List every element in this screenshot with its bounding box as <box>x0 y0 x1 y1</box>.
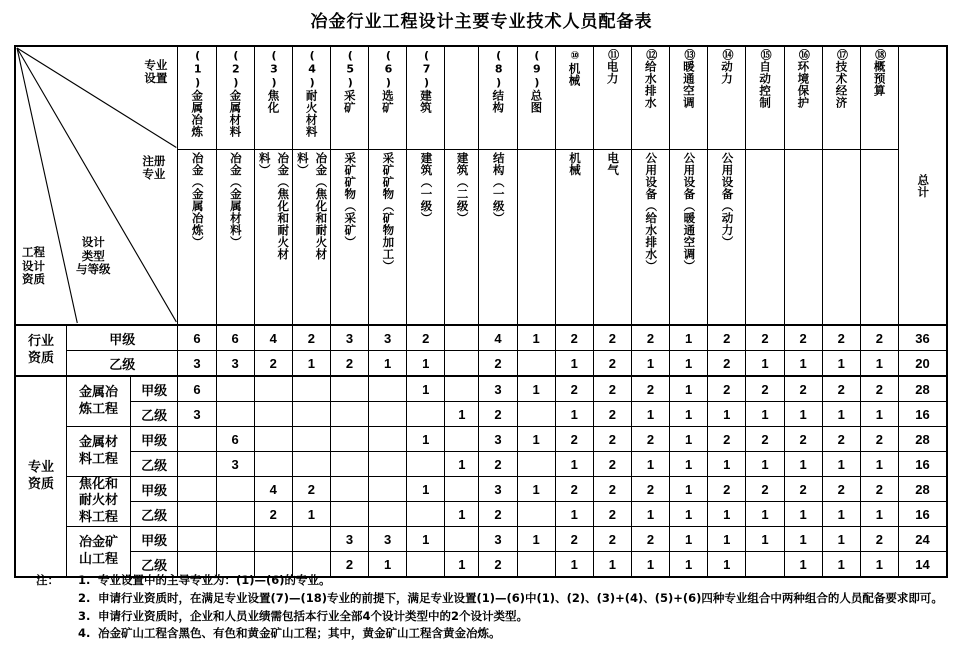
cell-r10-c18: 1 <box>822 552 860 578</box>
cell-r6-c8: 1 <box>445 452 479 477</box>
cell-r7-c14: 1 <box>670 477 708 502</box>
cell-r1-c8 <box>445 325 479 351</box>
cell-r4-c11: 1 <box>555 402 593 427</box>
col-header-registered-7: 建筑（一级） <box>407 150 445 326</box>
cell-r5-c11: 2 <box>555 427 593 452</box>
table-row <box>15 427 947 452</box>
cell-r5-c2: 6 <box>216 427 254 452</box>
cell-r9-c3 <box>254 527 292 552</box>
cell-r2-c14: 1 <box>670 351 708 377</box>
cell-r5-c14: 1 <box>670 427 708 452</box>
cell-total-r1: 36 <box>898 325 947 351</box>
note-item-4 <box>78 625 948 643</box>
cell-r1-c10: 1 <box>517 325 555 351</box>
cell-r1-c4: 2 <box>292 325 330 351</box>
cell-r6-c4 <box>292 452 330 477</box>
note-text-4: 冶金矿山工程含黑色、有色和黄金矿山工程；其中，黄金矿山工程含黄金冶炼。 <box>98 626 501 641</box>
cell-r4-c12: 2 <box>593 402 631 427</box>
cell-r5-c9: 3 <box>479 427 517 452</box>
row-grade-label: 乙级 <box>130 452 177 477</box>
cell-r5-c7: 1 <box>407 427 445 452</box>
cell-r6-c13: 1 <box>631 452 669 477</box>
cell-r6-c10 <box>517 452 555 477</box>
note-text-3: 申请行业资质时，企业和人员业绩需包括本行业全部4个设计类型中的2个设计类型。 <box>98 608 528 623</box>
cell-r10-c13: 1 <box>631 552 669 578</box>
cell-r4-c17: 1 <box>784 402 822 427</box>
cell-r5-c16: 2 <box>746 427 784 452</box>
cell-r6-c3 <box>254 452 292 477</box>
cell-r10-c6: 1 <box>369 552 407 578</box>
cell-total-r3: 28 <box>898 376 947 402</box>
cell-r1-c18: 2 <box>822 325 860 351</box>
row-grade-label: 乙级 <box>130 402 177 427</box>
table-row <box>15 376 947 402</box>
cell-r9-c19: 2 <box>860 527 898 552</box>
cell-r2-c3: 2 <box>254 351 292 377</box>
cell-r4-c7 <box>407 402 445 427</box>
col-header-specialty-10: (9)总图 <box>517 46 555 150</box>
cell-r4-c19: 1 <box>860 402 898 427</box>
cell-r9-c4 <box>292 527 330 552</box>
cell-r3-c5 <box>330 376 368 402</box>
cell-r3-c4 <box>292 376 330 402</box>
note-item-2 <box>78 590 948 608</box>
corner-label-registered: 注册 专业 <box>142 154 166 182</box>
cell-r9-c15: 1 <box>708 527 746 552</box>
cell-r5-c6 <box>369 427 407 452</box>
cell-r9-c8 <box>445 527 479 552</box>
col-header-specialty-6: (6)选矿 <box>369 46 407 150</box>
cell-r1-c9: 4 <box>479 325 517 351</box>
cell-r4-c3 <box>254 402 292 427</box>
cell-r1-c3: 4 <box>254 325 292 351</box>
corner-label-specialty-setup: 专业 设置 <box>144 58 168 86</box>
cell-r6-c19: 1 <box>860 452 898 477</box>
cell-r1-c17: 2 <box>784 325 822 351</box>
cell-r2-c9: 2 <box>479 351 517 377</box>
row-grade-label: 甲级 <box>67 325 178 351</box>
cell-r6-c18: 1 <box>822 452 860 477</box>
cell-r2-c13: 1 <box>631 351 669 377</box>
cell-r3-c10: 1 <box>517 376 555 402</box>
row-group-label: 专业 资质 <box>15 376 67 577</box>
cell-r8-c5 <box>330 502 368 527</box>
cell-r4-c6 <box>369 402 407 427</box>
cell-r3-c18: 2 <box>822 376 860 402</box>
cell-r1-c1: 6 <box>178 325 216 351</box>
notes-label: 注： <box>36 573 59 587</box>
note-text-2: 申请行业资质时，在满足专业设置(7)—(18)专业的前提下，满足专业设置(1)—(6)中(1)、(2)、(3)+(4)、(5)+(6)四种专业组合中两种组合的人员配备要求即可。 <box>98 590 943 605</box>
cell-r3-c6 <box>369 376 407 402</box>
cell-r9-c11: 2 <box>555 527 593 552</box>
note-index-1: 1. <box>78 573 91 587</box>
cell-r2-c7: 1 <box>407 351 445 377</box>
cell-r6-c15: 1 <box>708 452 746 477</box>
cell-r2-c16: 1 <box>746 351 784 377</box>
cell-r7-c18: 2 <box>822 477 860 502</box>
cell-r9-c9: 3 <box>479 527 517 552</box>
row-subgroup-label: 金属材 料工程 <box>67 427 131 477</box>
cell-r2-c10 <box>517 351 555 377</box>
cell-r9-c5: 3 <box>330 527 368 552</box>
cell-r4-c5 <box>330 402 368 427</box>
cell-r9-c12: 2 <box>593 527 631 552</box>
cell-r6-c14: 1 <box>670 452 708 477</box>
cell-total-r8: 16 <box>898 502 947 527</box>
table-row <box>15 502 947 527</box>
cell-r9-c6: 3 <box>369 527 407 552</box>
row-grade-label: 甲级 <box>130 427 177 452</box>
note-index-4: 4. <box>78 626 91 641</box>
note-item-1 <box>78 572 948 590</box>
cell-r10-c8: 1 <box>445 552 479 578</box>
cell-r6-c12: 2 <box>593 452 631 477</box>
cell-r5-c18: 2 <box>822 427 860 452</box>
cell-r7-c8 <box>445 477 479 502</box>
cell-r4-c9: 2 <box>479 402 517 427</box>
cell-r6-c11: 1 <box>555 452 593 477</box>
cell-r8-c14: 1 <box>670 502 708 527</box>
col-header-specialty-13: ⑫给水排水 <box>631 46 669 150</box>
cell-total-r2: 20 <box>898 351 947 377</box>
cell-r7-c13: 2 <box>631 477 669 502</box>
col-header-total <box>898 46 947 325</box>
cell-r6-c17: 1 <box>784 452 822 477</box>
cell-r6-c16: 1 <box>746 452 784 477</box>
cell-r4-c10 <box>517 402 555 427</box>
col-header-registered-19 <box>860 150 898 326</box>
col-header-specialty-1: (1)金属冶炼 <box>178 46 216 150</box>
cell-r10-c17: 1 <box>784 552 822 578</box>
cell-r8-c7 <box>407 502 445 527</box>
cell-r1-c15: 2 <box>708 325 746 351</box>
cell-r5-c15: 2 <box>708 427 746 452</box>
cell-r3-c11: 2 <box>555 376 593 402</box>
cell-r2-c12: 2 <box>593 351 631 377</box>
col-header-registered-1: 冶金（金属冶炼） <box>178 150 216 326</box>
cell-r4-c4 <box>292 402 330 427</box>
cell-r1-c12: 2 <box>593 325 631 351</box>
cell-r2-c19: 1 <box>860 351 898 377</box>
cell-r4-c13: 1 <box>631 402 669 427</box>
cell-r5-c10: 1 <box>517 427 555 452</box>
cell-r1-c2: 6 <box>216 325 254 351</box>
table-row <box>15 351 947 377</box>
cell-total-r7: 28 <box>898 477 947 502</box>
col-header-specialty-4: (4)耐火材料 <box>292 46 330 150</box>
col-header-specialty-14: ⑬暖通空调 <box>670 46 708 150</box>
cell-r1-c19: 2 <box>860 325 898 351</box>
notes-block <box>14 572 948 643</box>
cell-r4-c16: 1 <box>746 402 784 427</box>
cell-r1-c7: 2 <box>407 325 445 351</box>
cell-r3-c7: 1 <box>407 376 445 402</box>
corner-label-qualification: 工程 设计 资质 <box>22 245 45 286</box>
col-header-registered-2: 冶金（金属材料） <box>216 150 254 326</box>
col-header-specialty-17: ⑯环境保护 <box>784 46 822 150</box>
cell-r1-c14: 1 <box>670 325 708 351</box>
col-header-specialty-11: ⑩机械 <box>555 46 593 150</box>
col-header-specialty-8 <box>445 46 479 150</box>
row-grade-label: 乙级 <box>130 552 177 578</box>
cell-r7-c6 <box>369 477 407 502</box>
cell-r8-c3: 2 <box>254 502 292 527</box>
note-text-1: 专业设置中的主导专业为：(1)—(6)的专业。 <box>98 573 331 587</box>
table-row <box>15 325 947 351</box>
cell-total-r5: 28 <box>898 427 947 452</box>
cell-r10-c14: 1 <box>670 552 708 578</box>
cell-r8-c4: 1 <box>292 502 330 527</box>
cell-r5-c3 <box>254 427 292 452</box>
cell-r2-c17: 1 <box>784 351 822 377</box>
row-group-label: 行业 资质 <box>15 325 67 376</box>
cell-r4-c14: 1 <box>670 402 708 427</box>
cell-r8-c6 <box>369 502 407 527</box>
cell-r6-c1 <box>178 452 216 477</box>
cell-r5-c19: 2 <box>860 427 898 452</box>
col-header-registered-15: 公用设备（动力） <box>708 150 746 326</box>
row-grade-label: 乙级 <box>67 351 178 377</box>
cell-r3-c16: 2 <box>746 376 784 402</box>
col-header-specialty-12: ⑪电力 <box>593 46 631 150</box>
cell-r5-c5 <box>330 427 368 452</box>
cell-r4-c2 <box>216 402 254 427</box>
col-header-registered-18 <box>822 150 860 326</box>
cell-r9-c7: 1 <box>407 527 445 552</box>
cell-total-r6: 16 <box>898 452 947 477</box>
page-title: 冶金行业工程设计主要专业技术人员配备表 <box>310 12 653 32</box>
table-row <box>15 402 947 427</box>
cell-r3-c13: 2 <box>631 376 669 402</box>
cell-r5-c13: 2 <box>631 427 669 452</box>
cell-r1-c6: 3 <box>369 325 407 351</box>
cell-total-r9: 24 <box>898 527 947 552</box>
cell-r9-c13: 2 <box>631 527 669 552</box>
col-header-total-label: 总计 <box>916 173 931 198</box>
cell-r6-c5 <box>330 452 368 477</box>
cell-r8-c13: 1 <box>631 502 669 527</box>
col-header-registered-6: 采矿矿物（矿物加工） <box>369 150 407 326</box>
col-header-registered-13: 公用设备（给水排水） <box>631 150 669 326</box>
cell-r7-c12: 2 <box>593 477 631 502</box>
col-header-registered-12: 电气 <box>593 150 631 326</box>
row-subgroup-label: 冶金矿 山工程 <box>67 527 131 578</box>
col-header-registered-16 <box>746 150 784 326</box>
row-subgroup-label: 焦化和 耐火材 料工程 <box>67 477 131 527</box>
note-item-3 <box>78 608 948 626</box>
cell-r8-c17: 1 <box>784 502 822 527</box>
cell-r8-c16: 1 <box>746 502 784 527</box>
cell-r7-c19: 2 <box>860 477 898 502</box>
cell-r7-c5 <box>330 477 368 502</box>
col-header-specialty-15: ⑭动力 <box>708 46 746 150</box>
col-header-specialty-5: (5)采矿 <box>330 46 368 150</box>
cell-r5-c4 <box>292 427 330 452</box>
col-header-registered-10 <box>517 150 555 326</box>
cell-r2-c15: 2 <box>708 351 746 377</box>
cell-r3-c8 <box>445 376 479 402</box>
cell-r4-c18: 1 <box>822 402 860 427</box>
row-grade-label: 乙级 <box>130 502 177 527</box>
cell-r10-c11: 1 <box>555 552 593 578</box>
cell-r2-c18: 1 <box>822 351 860 377</box>
cell-r4-c8: 1 <box>445 402 479 427</box>
cell-r7-c16: 2 <box>746 477 784 502</box>
cell-r4-c15: 1 <box>708 402 746 427</box>
cell-r7-c4: 2 <box>292 477 330 502</box>
table-row <box>15 477 947 502</box>
col-header-specialty-19: ⑱概预算 <box>860 46 898 150</box>
table-row <box>15 527 947 552</box>
cell-r2-c11: 1 <box>555 351 593 377</box>
cell-r4-c1: 3 <box>178 402 216 427</box>
col-header-registered-5: 采矿矿物（采矿） <box>330 150 368 326</box>
col-header-specialty-2: (2)金属材料 <box>216 46 254 150</box>
cell-r9-c2 <box>216 527 254 552</box>
cell-r2-c2: 3 <box>216 351 254 377</box>
row-grade-label: 甲级 <box>130 527 177 552</box>
cell-r7-c3: 4 <box>254 477 292 502</box>
main-table <box>14 45 948 578</box>
cell-r1-c13: 2 <box>631 325 669 351</box>
cell-r8-c12: 2 <box>593 502 631 527</box>
cell-r8-c8: 1 <box>445 502 479 527</box>
cell-r7-c2 <box>216 477 254 502</box>
row-subgroup-label: 金属冶 炼工程 <box>67 376 131 427</box>
cell-r10-c12: 1 <box>593 552 631 578</box>
col-header-specialty-3: (3)焦化 <box>254 46 292 150</box>
row-grade-label: 甲级 <box>130 376 177 402</box>
row-grade-label: 甲级 <box>130 477 177 502</box>
cell-r6-c2: 3 <box>216 452 254 477</box>
col-header-registered-4: 料） 冶金（焦化和耐火材 <box>292 150 330 326</box>
cell-r1-c16: 2 <box>746 325 784 351</box>
cell-r2-c4: 1 <box>292 351 330 377</box>
cell-r2-c8 <box>445 351 479 377</box>
cell-r3-c3 <box>254 376 292 402</box>
cell-r5-c12: 2 <box>593 427 631 452</box>
cell-r1-c11: 2 <box>555 325 593 351</box>
cell-r9-c18: 1 <box>822 527 860 552</box>
col-header-registered-8: 建筑（二级） <box>445 150 479 326</box>
cell-r7-c7: 1 <box>407 477 445 502</box>
cell-r9-c10: 1 <box>517 527 555 552</box>
cell-r10-c5: 2 <box>330 552 368 578</box>
col-header-registered-17 <box>784 150 822 326</box>
cell-r3-c12: 2 <box>593 376 631 402</box>
col-header-registered-3: 料） 冶金（焦化和耐火材 <box>254 150 292 326</box>
cell-r6-c7 <box>407 452 445 477</box>
cell-r8-c2 <box>216 502 254 527</box>
corner-label-design-type: 设计 类型 与等级 <box>76 235 111 276</box>
cell-r5-c17: 2 <box>784 427 822 452</box>
cell-r3-c17: 2 <box>784 376 822 402</box>
col-header-registered-9: 结构（一级） <box>479 150 517 326</box>
cell-r10-c9: 2 <box>479 552 517 578</box>
header-row-specialty <box>15 46 947 150</box>
cell-r9-c17: 1 <box>784 527 822 552</box>
col-header-specialty-9: (8)结构 <box>479 46 517 150</box>
cell-r8-c11: 1 <box>555 502 593 527</box>
cell-r7-c17: 2 <box>784 477 822 502</box>
note-index-3: 3. <box>78 608 91 623</box>
cell-total-r10: 14 <box>898 552 947 578</box>
cell-total-r4: 16 <box>898 402 947 427</box>
col-header-specialty-18: ⑰技术经济 <box>822 46 860 150</box>
cell-r1-c5: 3 <box>330 325 368 351</box>
cell-r8-c19: 1 <box>860 502 898 527</box>
cell-r6-c9: 2 <box>479 452 517 477</box>
personnel-allocation-table <box>14 45 948 578</box>
cell-r8-c15: 1 <box>708 502 746 527</box>
cell-r3-c15: 2 <box>708 376 746 402</box>
cell-r2-c1: 3 <box>178 351 216 377</box>
cell-r3-c14: 1 <box>670 376 708 402</box>
cell-r7-c1 <box>178 477 216 502</box>
note-index-2: 2. <box>78 590 91 605</box>
cell-r10-c15: 1 <box>708 552 746 578</box>
cell-r8-c18: 1 <box>822 502 860 527</box>
cell-r7-c11: 2 <box>555 477 593 502</box>
cell-r3-c1: 6 <box>178 376 216 402</box>
cell-r2-c5: 2 <box>330 351 368 377</box>
table-row <box>15 452 947 477</box>
col-header-specialty-16: ⑮自动控制 <box>746 46 784 150</box>
cell-r5-c1 <box>178 427 216 452</box>
cell-r7-c10: 1 <box>517 477 555 502</box>
cell-r8-c9: 2 <box>479 502 517 527</box>
corner-diagonal-cell <box>15 46 178 325</box>
cell-r9-c16: 1 <box>746 527 784 552</box>
cell-r2-c6: 1 <box>369 351 407 377</box>
cell-r10-c19: 1 <box>860 552 898 578</box>
cell-r7-c15: 2 <box>708 477 746 502</box>
cell-r3-c19: 2 <box>860 376 898 402</box>
col-header-registered-11: 机械 <box>555 150 593 326</box>
cell-r5-c8 <box>445 427 479 452</box>
cell-r9-c14: 1 <box>670 527 708 552</box>
cell-r9-c1 <box>178 527 216 552</box>
col-header-registered-14: 公用设备（暖通空调） <box>670 150 708 326</box>
cell-r6-c6 <box>369 452 407 477</box>
col-header-specialty-7: (7)建筑 <box>407 46 445 150</box>
cell-r3-c2 <box>216 376 254 402</box>
cell-r8-c10 <box>517 502 555 527</box>
cell-r8-c1 <box>178 502 216 527</box>
cell-r3-c9: 3 <box>479 376 517 402</box>
cell-r7-c9: 3 <box>479 477 517 502</box>
